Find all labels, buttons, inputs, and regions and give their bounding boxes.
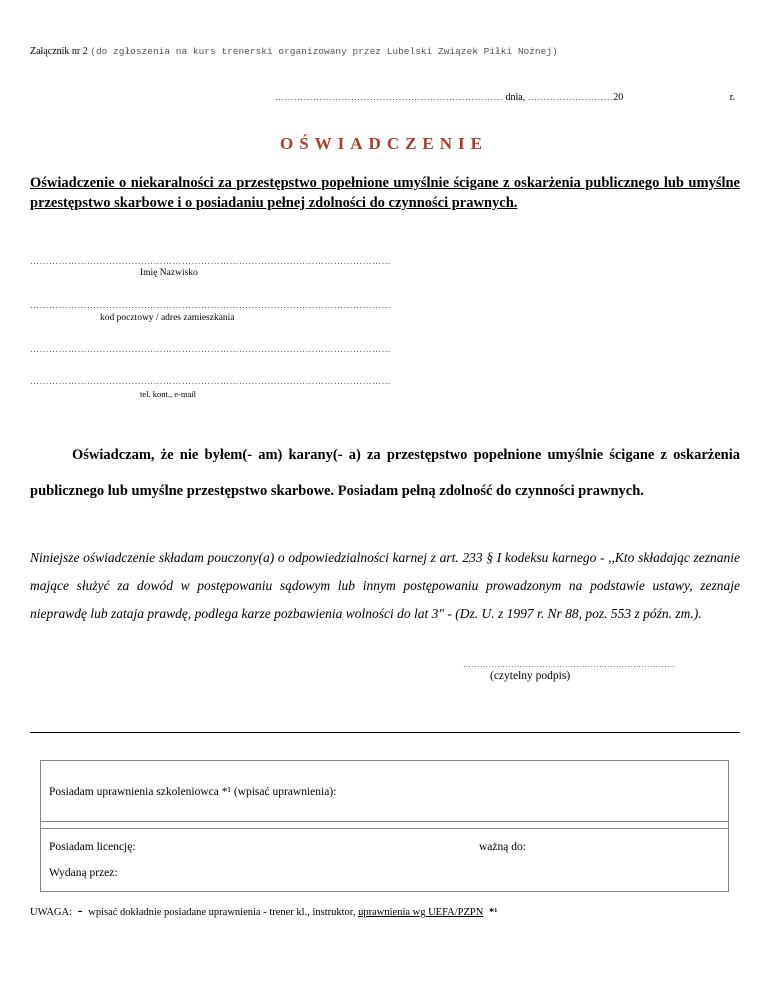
signature-field[interactable]: ………………………………………………………………… [463,660,676,669]
address-field[interactable]: …………………………………………………………………………………………………… [30,300,391,310]
qualifications-label: Posiadam uprawnienia szkoleniowca *¹ (wpisać uprawnienia): [49,786,337,798]
place-dots: ……………………………………………………………… [275,92,503,102]
note-dash: - [77,903,83,919]
note-text: wpisać dokładnie posiadane uprawnienia - trener kl., instruktor, [88,907,356,918]
date-line [275,92,745,103]
qualifications-box [40,760,729,892]
license-label: Posiadam licencję: [49,841,136,853]
signature-label: (czytelny podpis) [490,670,571,682]
box-divider [41,821,728,822]
attachment-label: Załącznik nr 2 [30,46,88,57]
liability-text: Niniejsze oświadczenie składam pouczony(a) o odpowiedzialności karnej z art. 233 § I kodeksu karnego - ,,Kto składając zeznanie mające służyć za dowód w postępowaniu sądowym lub innym postępowaniu prowadzonym na podstawie ustawy, zeznaje nieprawdę lub zataja prawdę, podlega karze pozbawienia wolności do lat 3" - (Dz. U. z 1997 r. Nr 88, poz. 553 z późn. zm.). [30,550,740,621]
name-field[interactable]: …………………………………………………………………………………………………… [30,256,391,266]
attachment-note: (do zgłoszenia na kurs trenerski organizowany przez Lubelski Związek Piłki Nożnej) [90,46,558,57]
valid-until-label: ważną do: [479,841,526,853]
note [30,903,497,920]
address-field-2[interactable]: …………………………………………………………………………………………………… [30,344,391,354]
date-dots: ……………………… [527,92,614,102]
note-prefix: UWAGA: [30,907,72,918]
page-title: OŚWIADCZENIE [279,134,489,153]
statement-heading: Oświadczenie o niekaralności za przestępstwo popełnione umyślnie ścigane z oskarżenia publicznego lub umyślne przestępstwo skarbowe i o posiadaniu pełnej zdolności do czynności prawnych. [30,175,740,211]
issued-by-label: Wydaną przez: [49,867,118,879]
address-label: kod pocztowy / adres zamieszkania [100,313,235,323]
name-label: Imię Nazwisko [140,268,198,278]
note-underlined: uprawnienia wg UEFA/PZPN [358,907,484,918]
declaration-text: Oświadczam, że nie byłem(- am) karany(- a) za przestępstwo popełnione umyślnie ścigane z oskarżenia publicznego lub umyślne przestępstwo skarbowe. Posiadam pełną zdolność do czynności prawnych. [30,447,740,499]
note-marker: *¹ [488,907,498,918]
box-divider [41,828,728,829]
day-label: dnia, [505,92,526,103]
section-divider [30,732,740,733]
attachment-header [30,46,558,57]
contact-field[interactable]: …………………………………………………………………………………………………… [30,376,391,386]
year-prefix: 20 [613,92,624,103]
year-suffix: r. [729,92,735,103]
contact-label: tel. kont., e-mail [140,389,196,399]
